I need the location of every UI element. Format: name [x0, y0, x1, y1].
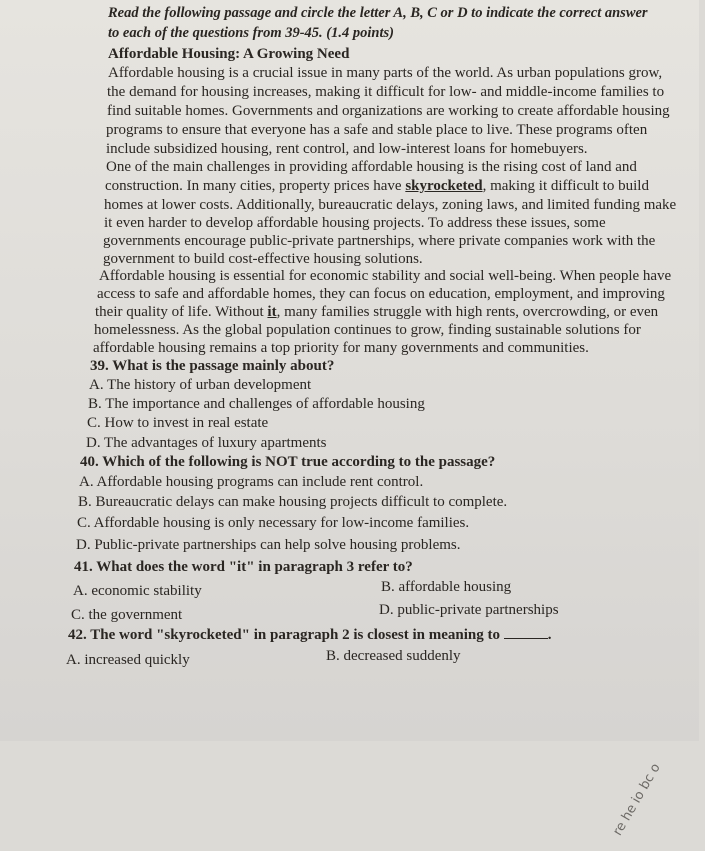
paragraph-line: Affordable housing is essential for economic stability and social well-being. When people have: [99, 268, 672, 284]
text-span: their quality of life. Without: [95, 304, 268, 320]
option-a[interactable]: A. economic stability: [73, 583, 202, 599]
paragraph-line: [105, 177, 649, 195]
option-b[interactable]: B. decreased suddenly: [326, 648, 461, 664]
page-corner-bleed-text: re he io bc o: [610, 760, 664, 839]
paragraph-line: the demand for housing increases, making it difficult for low- and middle-income families to: [107, 84, 665, 100]
option-a[interactable]: A. increased quickly: [66, 652, 190, 668]
option-c[interactable]: C. Affordable housing is only necessary for low-income families.: [77, 515, 470, 531]
option-c[interactable]: C. How to invest in real estate: [87, 415, 269, 431]
paragraph-line: programs to ensure that everyone has a safe and stable place to live. These programs often: [106, 122, 648, 138]
paragraph-line: [95, 303, 658, 321]
question-stem: 40. Which of the following is NOT true according to the passage?: [80, 454, 496, 470]
option-c[interactable]: C. the government: [71, 607, 183, 623]
option-d[interactable]: D. Public-private partnerships can help solve housing problems.: [76, 537, 461, 553]
question-stem: [68, 626, 552, 644]
option-d[interactable]: D. The advantages of luxury apartments: [86, 435, 327, 451]
option-d[interactable]: D. public-private partnerships: [379, 602, 559, 618]
text-span: .: [547, 627, 552, 643]
paragraph-line: One of the main challenges in providing affordable housing is the rising cost of land and: [106, 159, 637, 175]
paragraph-line: Affordable housing is a crucial issue in many parts of the world. As urban populations grow,: [108, 65, 663, 81]
underlined-word-skyrocketed: skyrocketed: [405, 178, 483, 194]
text-span: , making it difficult to build: [482, 178, 649, 194]
text-span: construction. In many cities, property prices have: [105, 178, 406, 194]
question-stem: 41. What does the word "it" in paragraph 3 refer to?: [74, 559, 413, 575]
instruction-line-2: to each of the questions from 39-45. (1.4 points): [108, 25, 394, 41]
paragraph-line: find suitable homes. Governments and organizations are working to create affordable housing: [107, 103, 670, 119]
text-span: 42. The word ": [68, 627, 165, 643]
paragraph-line: include subsidized housing, rent control, and low-interest loans for homebuyers.: [106, 141, 588, 157]
paragraph-line: governments encourage public-private partnerships, where private companies work with the: [103, 233, 656, 249]
underlined-word-it: it: [267, 304, 277, 320]
paragraph-line: affordable housing remains a top priority for many governments and communities.: [93, 340, 589, 356]
paragraph-line: it even harder to develop affordable housing projects. To address these issues, some: [104, 215, 606, 231]
paragraph-line: homelessness. As the global population continues to grow, finding sustainable solutions for: [94, 322, 641, 338]
quoted-word: skyrocketed: [164, 627, 242, 643]
text-span: , many families struggle with high rents, overcrowding, or even: [276, 304, 659, 320]
instruction-line-1: Read the following passage and circle the letter A, B, C or D to indicate the correct answer: [108, 5, 648, 21]
paragraph-line: government to build cost-effective housing solutions.: [103, 251, 423, 267]
answer-blank[interactable]: [504, 626, 548, 639]
option-b[interactable]: B. affordable housing: [381, 579, 512, 595]
option-b[interactable]: B. Bureaucratic delays can make housing projects difficult to complete.: [78, 494, 508, 510]
option-a[interactable]: A. The history of urban development: [89, 377, 312, 393]
text-span: " in paragraph 2 is closest in meaning to: [241, 627, 500, 643]
paragraph-line: access to safe and affordable homes, they can focus on education, employment, and improving: [97, 286, 665, 302]
question-stem: 39. What is the passage mainly about?: [90, 358, 335, 374]
paragraph-line: homes at lower costs. Additionally, bureaucratic delays, zoning laws, and limited funding make: [104, 197, 677, 213]
passage-title: Affordable Housing: A Growing Need: [108, 46, 350, 62]
option-b[interactable]: B. The importance and challenges of affordable housing: [88, 396, 425, 412]
option-a[interactable]: A. Affordable housing programs can include rent control.: [79, 474, 424, 490]
